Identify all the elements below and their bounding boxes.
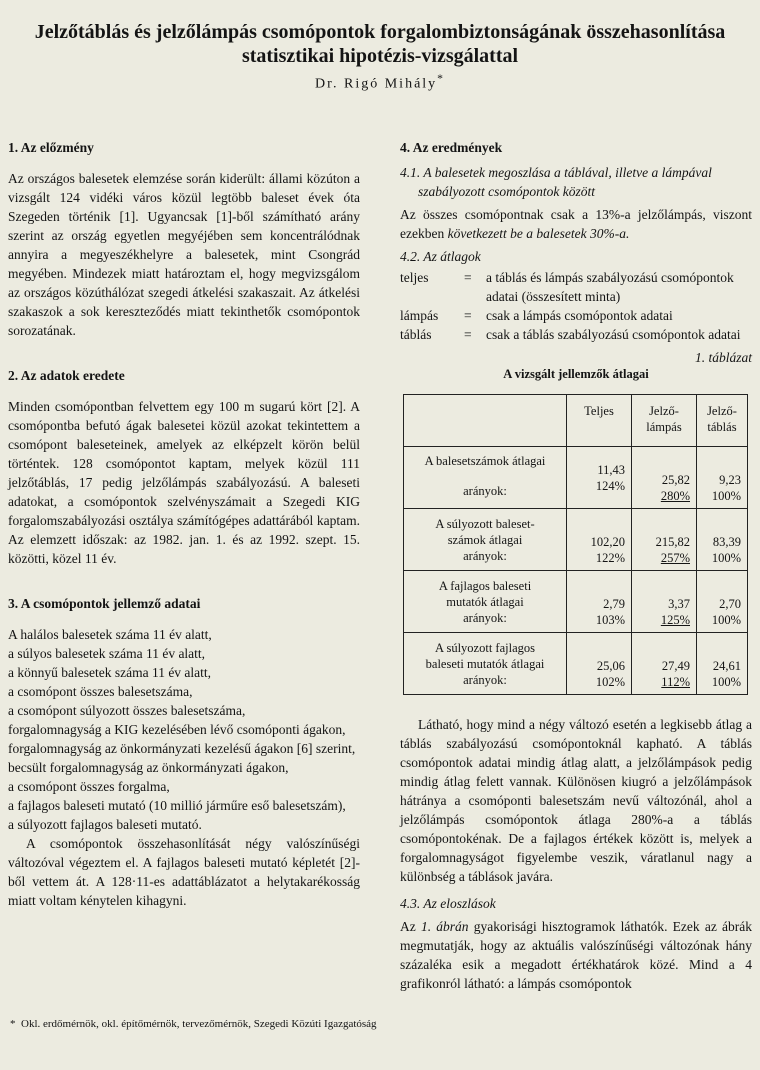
cell-value: 9,23 <box>719 473 741 487</box>
table-cell <box>697 509 748 571</box>
table-row <box>404 571 748 633</box>
section-3-text: A csomópontok összehasonlítását négy valószínűségi változóval végeztem el. A fajlagos baleseti mutató képletét [2]-ből vettem át. A 128·11-es adattáblázatot a helytakarékosság miatt voltam kénytelen kihagyni. <box>8 836 360 908</box>
table-row-label-cell <box>404 509 567 571</box>
cell-ratio: 100% <box>711 613 741 627</box>
definition-row <box>400 325 752 344</box>
table-title: A vizsgált jellemzők átlagai <box>503 367 649 381</box>
subsection-4-3-heading: 4.3. Az eloszlások <box>400 896 496 911</box>
cell-value: 2,70 <box>719 597 741 611</box>
section-3-item-list <box>8 625 360 834</box>
definition-term: lámpás <box>400 308 439 323</box>
subsection-4-1-text-a: Az összes csomópontnak csak a 13%-a jelzőlámpás, viszont ezekben <box>400 207 752 241</box>
cell-ratio: 102% <box>595 675 625 689</box>
cell-value: 2,79 <box>603 597 625 611</box>
list-item: a csomópont összes balesetszáma, <box>8 684 193 699</box>
cell-ratio: 103% <box>595 613 625 627</box>
list-item: a könnyű balesetek száma 11 év alatt, <box>8 665 212 680</box>
list-item: A halálos balesetek száma 11 év alatt, <box>8 627 212 642</box>
cell-value: 102,20 <box>590 535 625 549</box>
subsection-4-3-text-c: gyakorisági hisztogramok láthatók. Ezek az ábrák megmutatják, hogy az aktuális valószínűségi változónak hány százaléka esik a megadott értékhatárok közé. Mind a 4 grafikonról látható: a lámpás csomópontok <box>400 919 752 991</box>
list-item: a súlyos balesetek száma 11 év alatt, <box>8 646 206 661</box>
list-item: forgalomnagyság az önkormányzati kezelésű ágakon [6] szerint, <box>8 741 356 756</box>
table-header-cell: Teljes <box>567 395 632 447</box>
row-ratio-label: arányok: <box>463 672 507 687</box>
cell-ratio: 122% <box>595 551 625 565</box>
table-cell <box>567 571 632 633</box>
list-item: a csomópont összes forgalma, <box>8 779 170 794</box>
subsection-4-3-text <box>400 917 752 993</box>
cell-value: 27,49 <box>661 659 690 673</box>
table-cell <box>567 447 632 509</box>
cell-ratio: 100% <box>711 675 741 689</box>
table-cell <box>632 571 697 633</box>
table-row-label-cell <box>404 571 567 633</box>
paper-title-line2: statisztikai hipotézis-vizsgálattal <box>241 45 519 67</box>
averages-table <box>403 394 748 695</box>
cell-value: 24,61 <box>712 659 741 673</box>
table-cell <box>697 447 748 509</box>
subsection-4-2-heading: 4.2. Az átlagok <box>400 249 481 264</box>
footnote-mark: * <box>10 1018 16 1030</box>
section-2-heading: 2. Az adatok eredete <box>8 368 125 383</box>
row-label: A súlyozott baleset- számok átlagai <box>435 516 535 547</box>
author-footnote-mark: * <box>437 72 445 85</box>
subsection-4-1-heading: 4.1. A balesetek megoszlása a táblával, illetve a lámpával szabályozott csomópontok között <box>400 165 712 199</box>
figure-reference: 1. ábrán <box>420 919 469 934</box>
left-column <box>8 138 360 910</box>
cell-value: 83,39 <box>712 535 741 549</box>
cell-value: 3,37 <box>668 597 690 611</box>
list-item: becsült forgalomnagyság az önkormányzati ágakon, <box>8 760 289 775</box>
table-row-label-cell <box>404 447 567 509</box>
table-label: 1. táblázat <box>694 350 752 365</box>
table-cell <box>697 633 748 695</box>
cell-value: 25,82 <box>661 473 690 487</box>
cell-ratio: 124% <box>595 478 625 493</box>
cell-ratio: 112% <box>661 675 690 689</box>
cell-ratio: 100% <box>711 489 741 503</box>
row-label: A balesetszámok átlagai <box>424 454 546 468</box>
definition-term: táblás <box>400 327 432 342</box>
cell-value: 11,43 <box>597 462 625 477</box>
definition-row <box>400 268 752 306</box>
table-cell <box>567 509 632 571</box>
subsection-4-3-text-a: Az <box>400 919 421 934</box>
table-header-cell: Jelző- lámpás <box>632 395 697 447</box>
table-cell <box>632 509 697 571</box>
definition-equals: = <box>464 327 472 342</box>
definition-list <box>400 268 752 344</box>
table-cell <box>567 633 632 695</box>
definition-term: teljes <box>400 270 429 285</box>
footnote-text: Okl. erdőmérnök, okl. építőmérnök, tervezőmérnök, Szegedi Közúti Igazgatóság <box>21 1018 377 1030</box>
list-item: a fajlagos baleseti mutató (10 millió járműre eső balesetszám), <box>8 798 346 813</box>
after-table-text: Látható, hogy mind a négy változó esetén a legkisebb átlag a táblás szabályozású csomópontoknál kapható. A táblás csomópontok adatai mindig átlag alatt, a jelzőlámpások pedig mindig átlag felett vannak. Különösen kiugró a jelzőlámpások hátránya a csomóponti balesetszám nevű változónál, ahol a jelzőlámpás csomópontok átlaga 280%-a a táblás csomópontokénak. De a fajlagos értékek között is, melyek a forgalomnagyságot figyelembe veszik, váratlanul nagy a különbség a táblások javára. <box>400 717 752 884</box>
section-1-text: Az országos balesetek elemzése során kiderült: állami közúton a vizsgált 124 vidéki város közül legtöbb baleset évek óta Szegeden történik [1]. Ugyancsak [1]-ből számítható arány szerint az ország egyetlen megyéjében sem koncentrálódnak annyira a megyeszékhelyre a balesetek, mint Csongrád megyében. Mindezek miatt határoztam el, hogy megvizsgálom az országos közúthálózat szegedi átkelési szakaszait. Az átkelési szakaszok a sok kereszteződés miatt tekinthetők csomópontok sorozatának. <box>8 171 360 338</box>
section-4-heading: 4. Az eredmények <box>400 140 503 155</box>
list-item: a csomópont súlyozott összes balesetszáma, <box>8 703 246 718</box>
definition-text: csak a táblás szabályozású csomópontok adatai <box>486 327 741 342</box>
section-1-heading: 1. Az előzmény <box>8 140 94 155</box>
row-ratio-label: arányok: <box>463 548 507 563</box>
row-label: A fajlagos baleseti mutatók átlagai <box>438 578 532 609</box>
list-item: a súlyozott fajlagos baleseti mutató. <box>8 817 202 832</box>
row-ratio-label: arányok: <box>463 484 507 498</box>
cell-ratio: 125% <box>660 613 690 627</box>
table-header-cell: Jelző- táblás <box>697 395 748 447</box>
definition-row <box>400 306 752 325</box>
table-row <box>404 447 748 509</box>
table-header-row <box>404 395 748 447</box>
table-cell <box>697 571 748 633</box>
definition-text: csak a lámpás csomópontok adatai <box>486 308 673 323</box>
subsection-4-1-text <box>400 205 752 243</box>
author-line <box>0 72 760 93</box>
cell-value: 215,82 <box>655 535 690 549</box>
definition-text: a táblás és lámpás szabályozású csomópontok adatai (összesített minta) <box>486 270 734 304</box>
cell-ratio: 100% <box>711 551 741 565</box>
list-item: forgalomnagyság a KIG kezelésében lévő csomóponti ágakon, <box>8 722 346 737</box>
definition-equals: = <box>464 308 472 323</box>
cell-value: 25,06 <box>596 659 625 673</box>
definition-equals: = <box>464 270 472 285</box>
cell-ratio: 257% <box>660 551 690 565</box>
table-cell <box>632 633 697 695</box>
author-name: Dr. Rigó Mihály <box>315 76 438 92</box>
table-row <box>404 633 748 695</box>
row-ratio-label: arányok: <box>463 610 507 625</box>
row-label: A súlyozott fajlagos baleseti mutatók átlagai <box>425 640 545 671</box>
table-cell <box>632 447 697 509</box>
section-2-text: Minden csomópontban felvettem egy 100 m sugarú kört [2]. A csomópontba befutó ágak balesetei közül azokat tekintettem a csomópont baleseteinek, amelyek az elképzelt körön belül történtek. 128 csomópontot kaptam, melyek közül 111 jelzőtáblás, 17 pedig jelzőlámpás szabályozású. A baleseti adatokat, a csomópontok szelvényszámait a Szegedi KIG forgalomszabályozási osztálya számítógépes adattárából kaptam. Az elemzett időszak: az 1982. jan. 1. és az 1992. szept. 15. közötti, közel 11 év. <box>8 399 360 566</box>
cell-ratio: 280% <box>660 489 690 503</box>
table-row <box>404 509 748 571</box>
right-column <box>400 138 752 993</box>
section-3-heading: 3. A csomópontok jellemző adatai <box>8 596 201 611</box>
subsection-4-1-text-b: következett be a balesetek 30%-a. <box>447 226 630 241</box>
paper-title-line1: Jelzőtáblás és jelzőlámpás csomópontok forgalombiztonságának összehasonlítása <box>34 21 726 43</box>
footnote <box>10 1018 377 1030</box>
table-header-cell <box>404 395 567 447</box>
table-row-label-cell <box>404 633 567 695</box>
